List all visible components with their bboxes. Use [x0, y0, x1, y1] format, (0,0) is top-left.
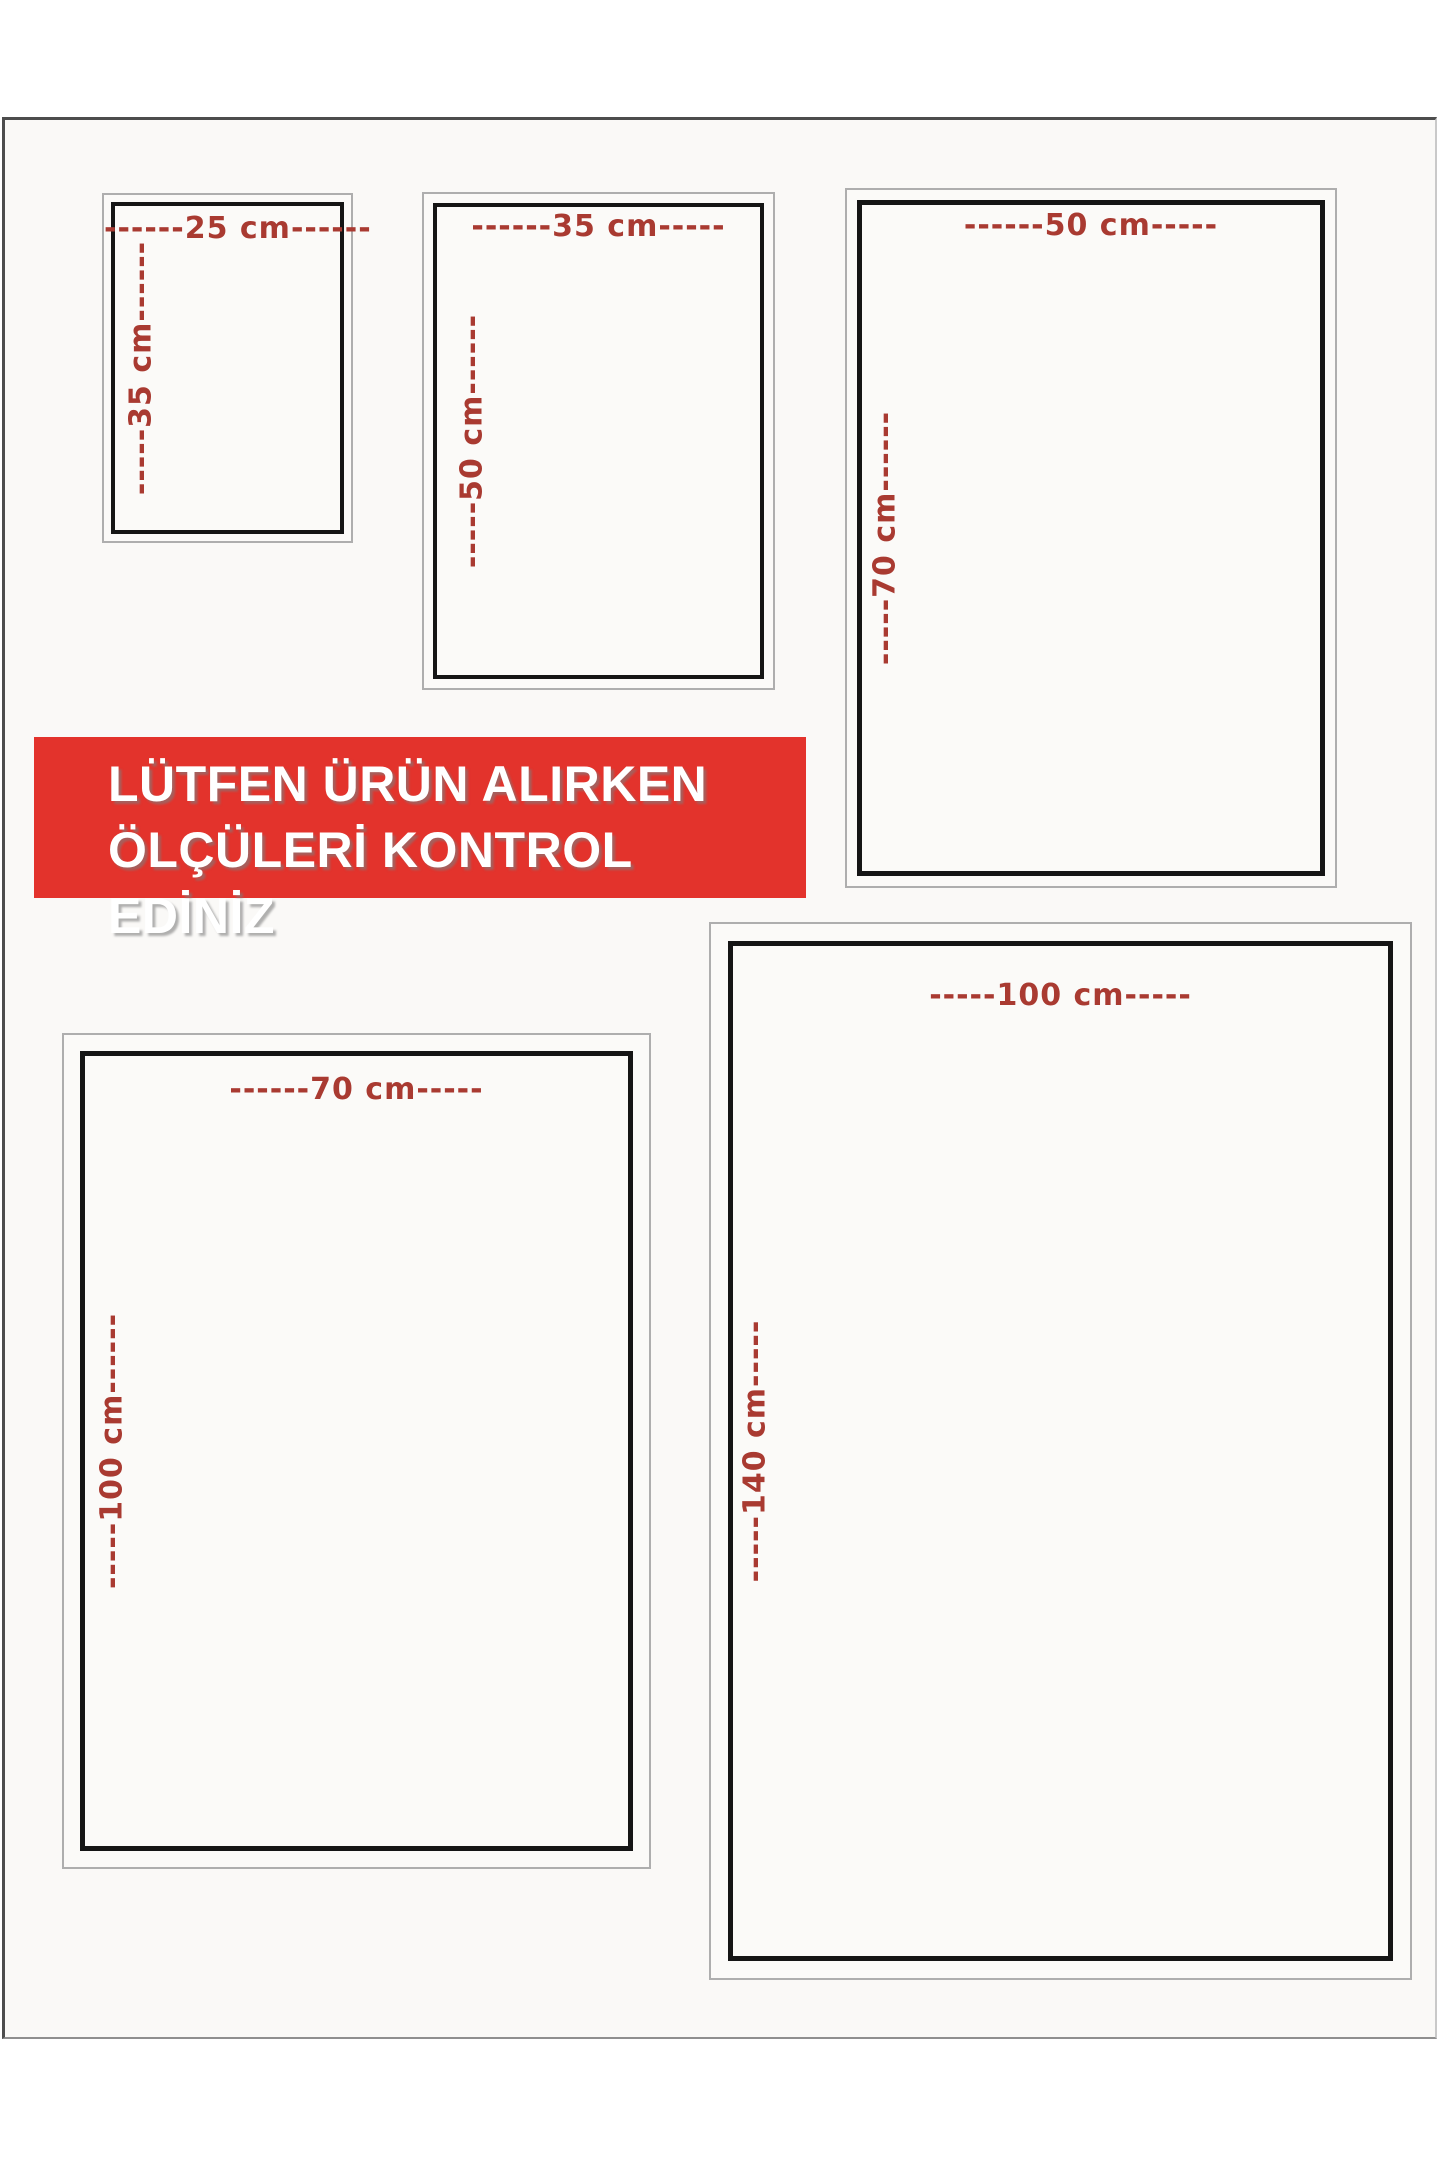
width-label-25cm: ------25 cm------ — [104, 211, 372, 246]
warning-banner-line1: LÜTFEN ÜRÜN ALIRKEN — [108, 756, 708, 812]
size-box-50x70 — [845, 188, 1337, 888]
warning-banner — [34, 737, 806, 944]
size-box-100x140-inner-frame — [728, 941, 1393, 1961]
width-label-35cm: ------35 cm----- — [471, 209, 726, 244]
size-box-70x100 — [62, 1033, 651, 1869]
size-box-50x70-inner-frame — [857, 200, 1325, 876]
height-label-50cm: -----50 cm------ — [454, 313, 490, 569]
width-label-70cm: ------70 cm----- — [229, 1072, 484, 1107]
height-label-100cm: -----100 cm------ — [94, 1312, 130, 1590]
size-box-100x140 — [709, 922, 1412, 1980]
warning-banner-line2: ÖLÇÜLERİ KONTROL EDİNİZ — [108, 822, 632, 944]
height-label-35cm: -----35 cm------ — [123, 240, 159, 496]
height-label-140cm: -----140 cm----- — [737, 1319, 773, 1583]
height-label-70cm: -----70 cm------ — [867, 410, 903, 666]
size-box-35x50 — [422, 192, 775, 690]
size-box-25x35 — [102, 193, 372, 543]
width-label-50cm: ------50 cm----- — [963, 208, 1219, 243]
width-label-100cm: -----100 cm----- — [929, 978, 1192, 1013]
size-box-70x100-inner-frame — [80, 1051, 633, 1851]
